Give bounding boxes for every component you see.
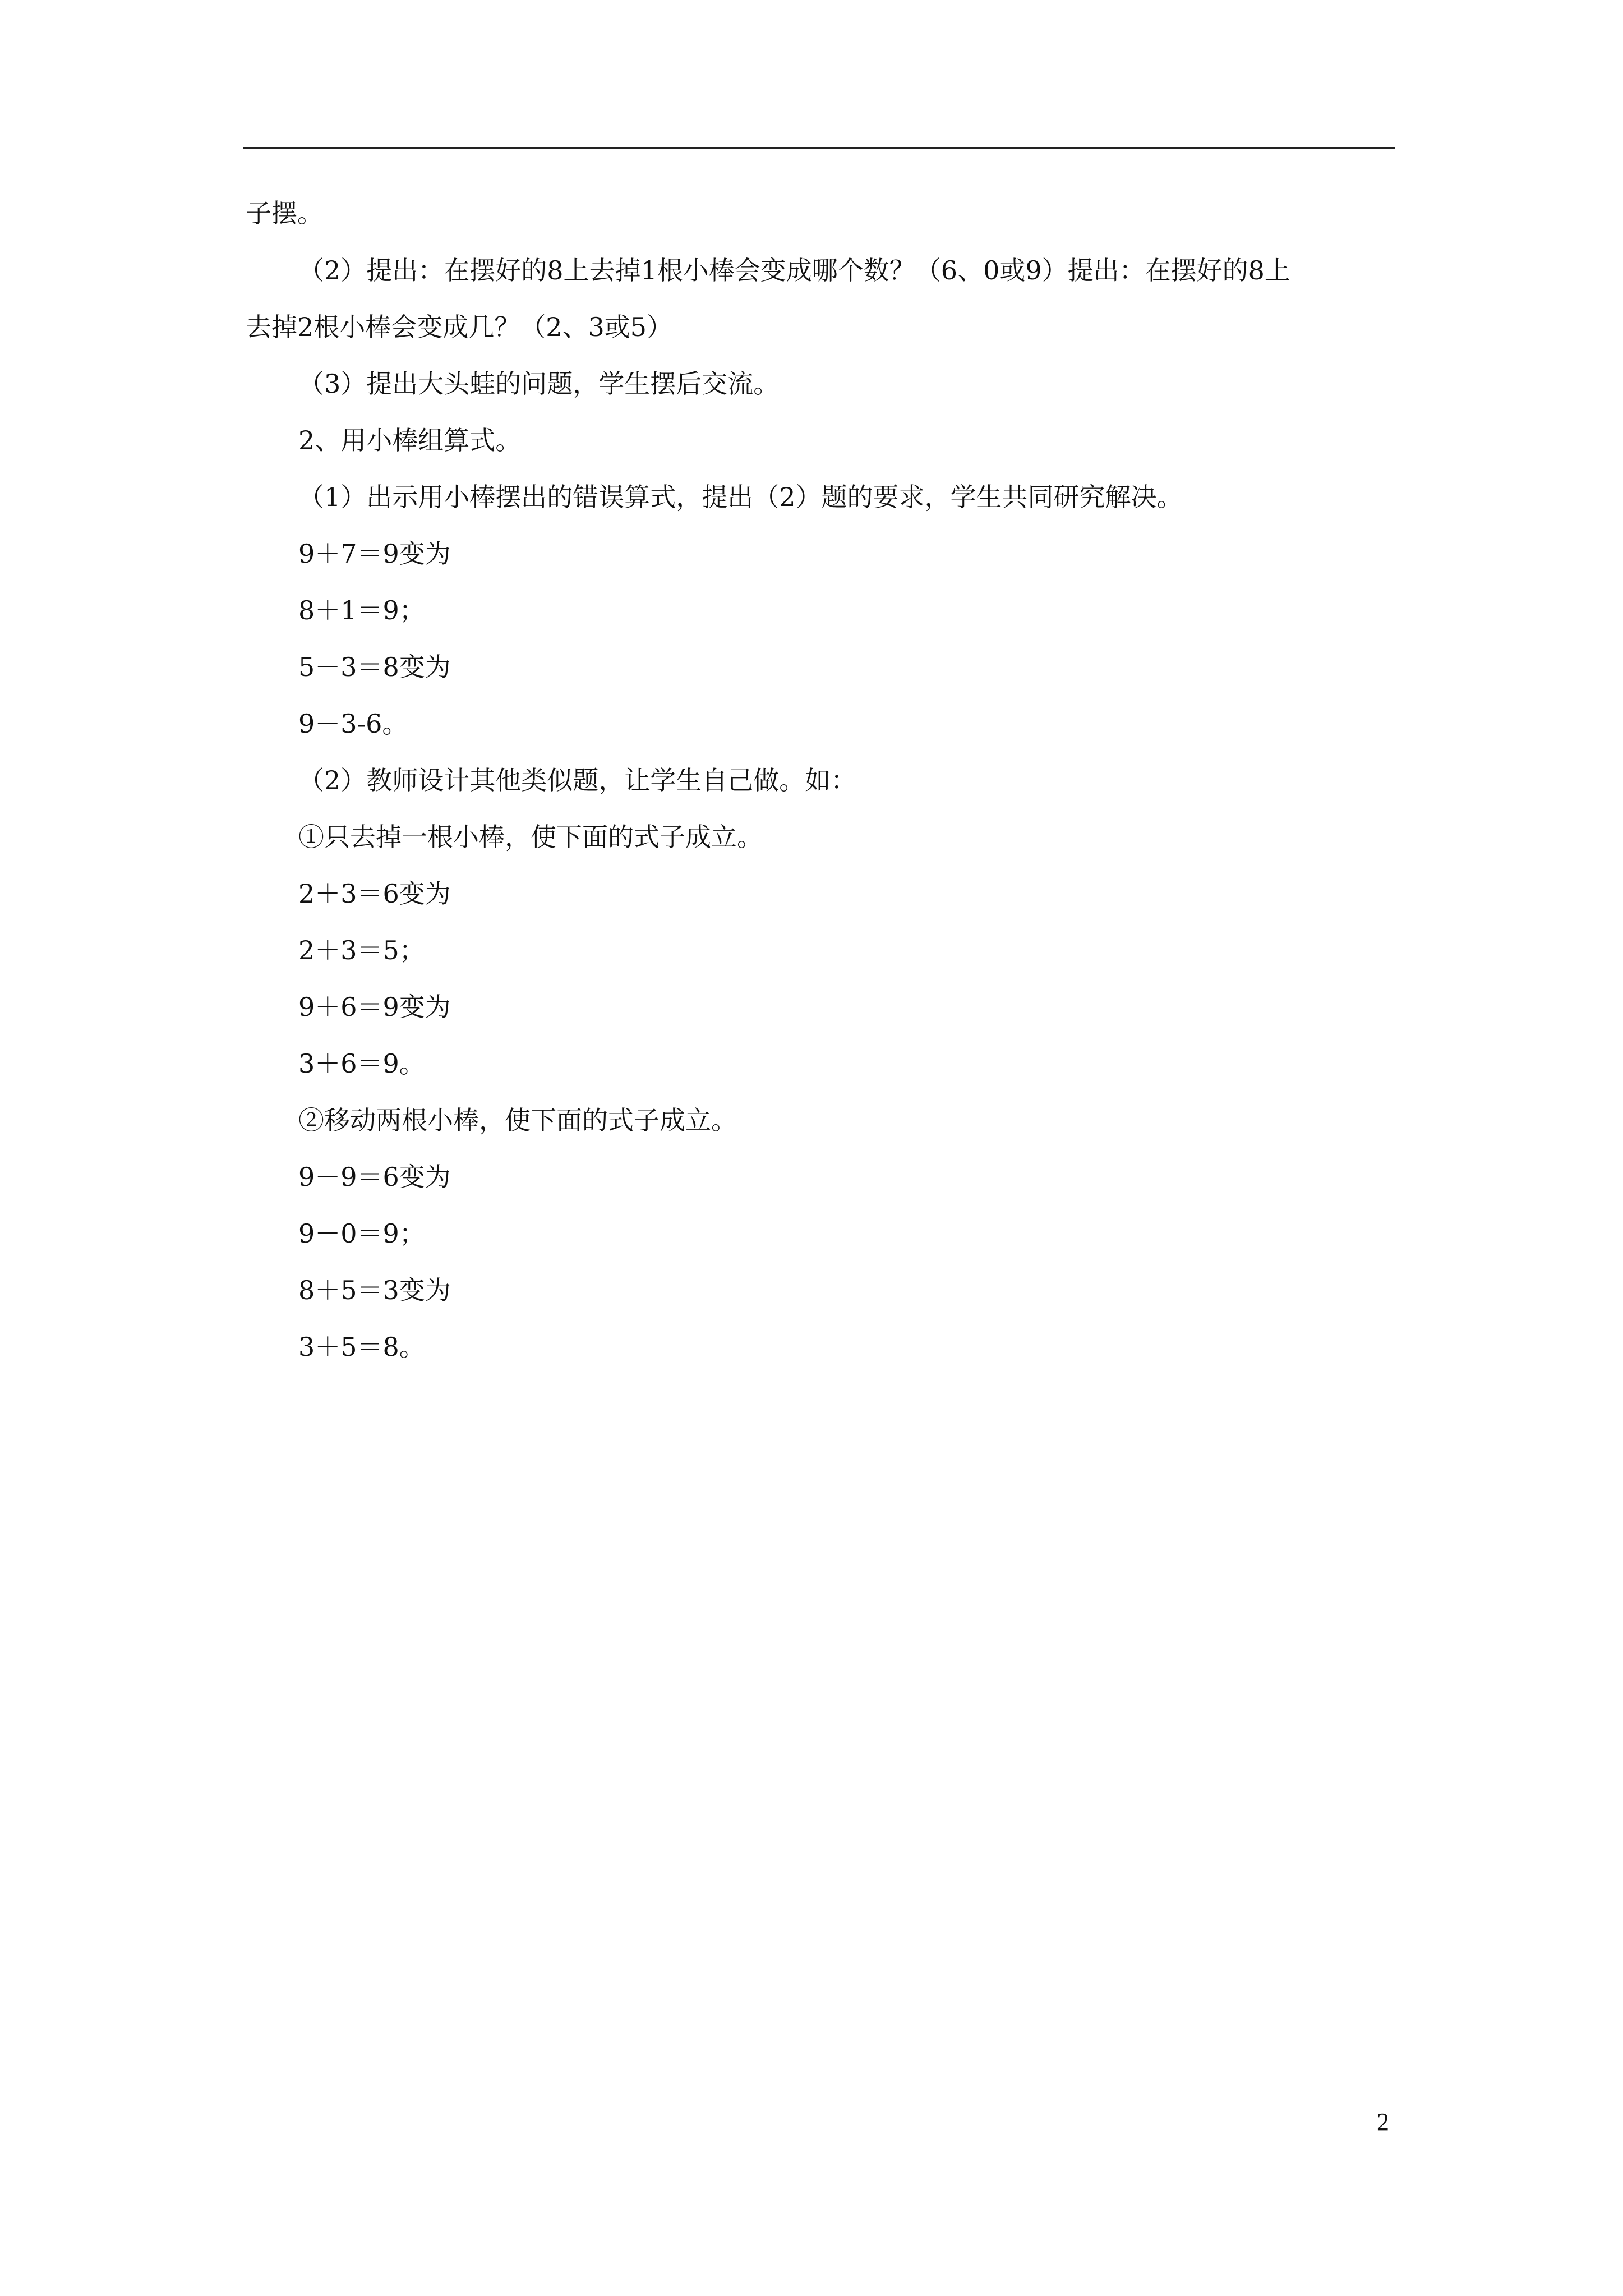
- text-line: （2）教师设计其他类似题，让学生自己做。如：: [298, 765, 857, 795]
- text-line: 8＋1＝9；: [298, 595, 425, 625]
- text-line: ②移动两根小棒，使下面的式子成立。: [298, 1105, 737, 1135]
- text-line: 3＋5＝8。: [298, 1332, 425, 1362]
- text-line: 2、用小棒组算式。: [298, 425, 522, 455]
- text-line: 子摆。: [246, 198, 323, 228]
- text-line: 9－3-6。: [298, 708, 408, 739]
- text-line: （1）出示用小棒摆出的错误算式，提出（2）题的要求，学生共同研究解决。: [298, 482, 1183, 512]
- text-line: 2＋3＝5；: [298, 935, 425, 965]
- text-line: 9＋6＝9变为: [298, 992, 451, 1022]
- text-line: 9＋7＝9变为: [298, 539, 451, 569]
- text-line: 9－0＝9；: [298, 1218, 425, 1249]
- text-line: 8＋5＝3变为: [298, 1275, 451, 1305]
- text-line: 3＋6＝9。: [298, 1048, 425, 1079]
- text-line: 去掉2根小棒会变成几？（2、3或5）: [246, 312, 673, 342]
- header-rule: [243, 147, 1395, 149]
- text-line: 5－3＝8变为: [298, 652, 451, 682]
- page-number: 2: [1377, 2108, 1389, 2136]
- text-line: （3）提出大头蛙的问题，学生摆后交流。: [298, 369, 780, 399]
- text-line: 2＋3＝6变为: [298, 878, 451, 909]
- text-line: ①只去掉一根小棒，使下面的式子成立。: [298, 822, 763, 852]
- text-line: （2）提出：在摆好的8上去掉1根小棒会变成哪个数？（6、0或9）提出：在摆好的8上: [298, 255, 1290, 286]
- text-line: 9－9＝6变为: [298, 1162, 451, 1192]
